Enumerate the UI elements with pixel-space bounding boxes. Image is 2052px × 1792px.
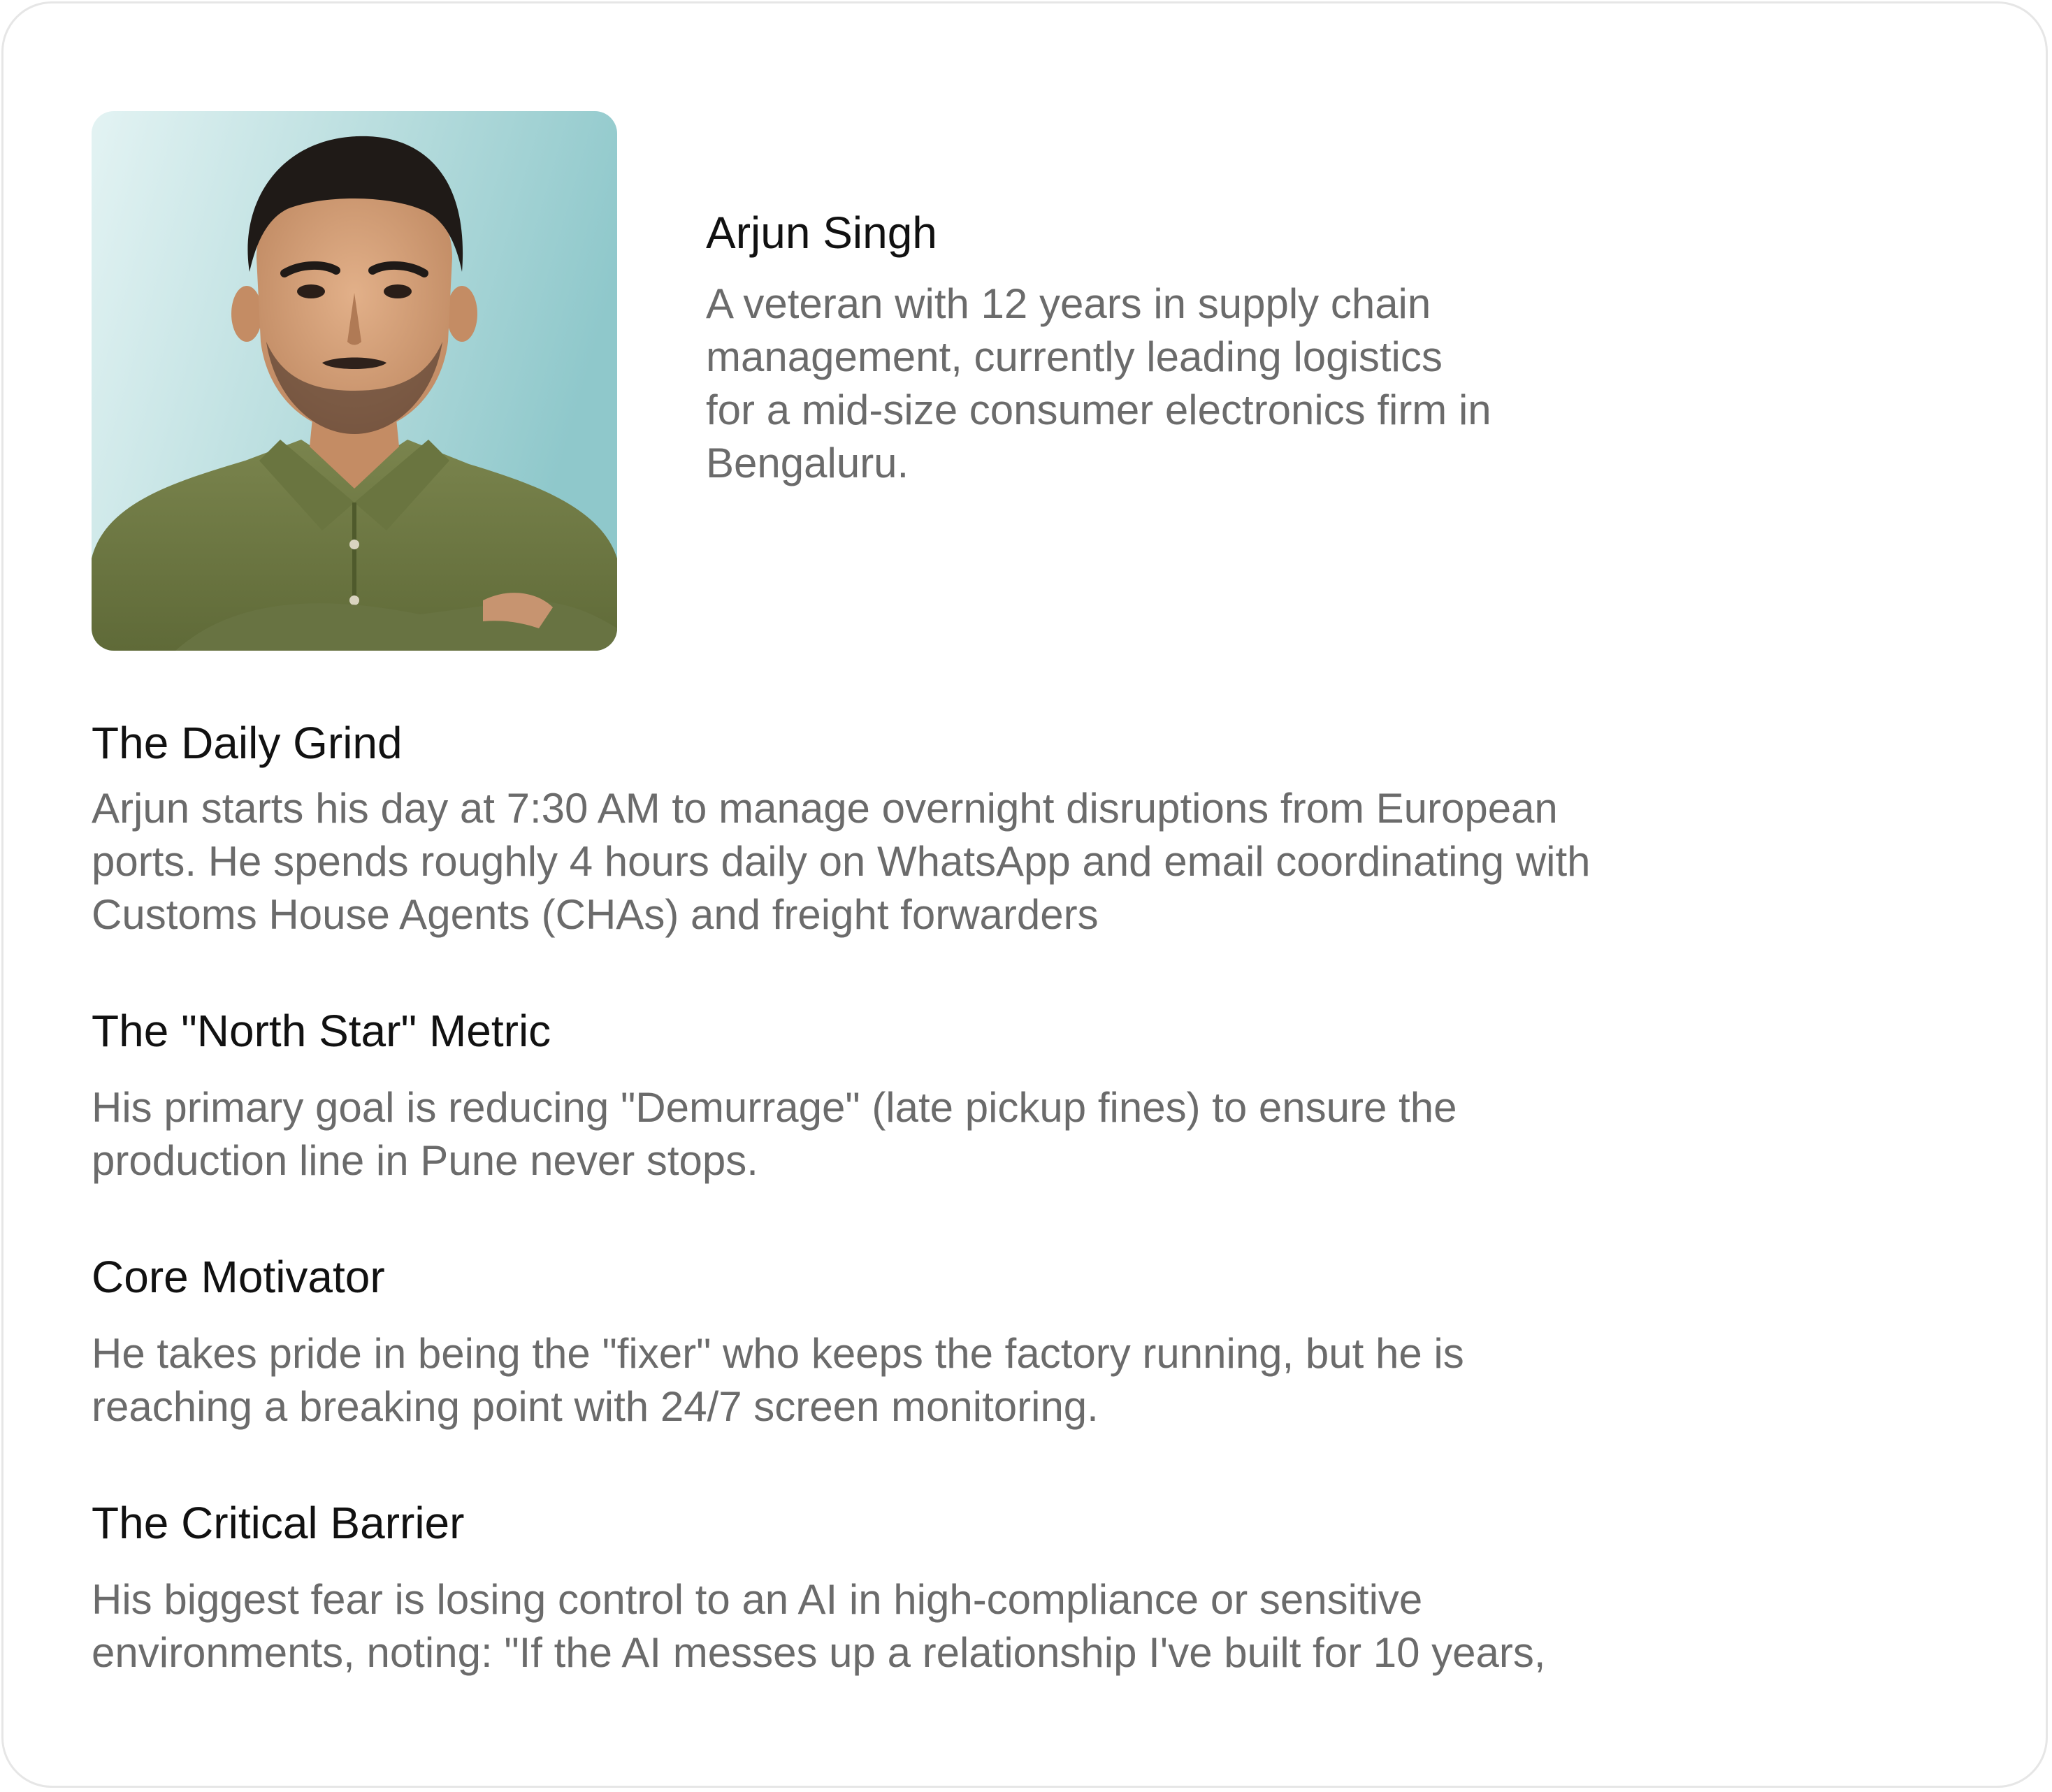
section-body-core-motivator <box>92 1327 1979 1433</box>
section-line: His biggest fear is losing control to an AI in high-compliance or sensitive <box>92 1576 1423 1623</box>
section-line: production line in Pune never stops. <box>92 1137 758 1184</box>
persona-card <box>1 1 2048 1788</box>
section-body-critical-barrier <box>92 1573 1979 1679</box>
bio-line: for a mid-size consumer electronics firm in <box>706 386 1491 433</box>
bio-line: management, currently leading logistics <box>706 333 1443 380</box>
persona-name: Arjun Singh <box>706 208 937 258</box>
section-line: Customs House Agents (CHAs) and freight forwarders <box>92 891 1099 938</box>
section-line: Arjun starts his day at 7:30 AM to manage overnight disruptions from European <box>92 785 1558 832</box>
bio-line: Bengaluru. <box>706 440 909 486</box>
bio-line: A veteran with 12 years in supply chain <box>706 280 1431 327</box>
section-body-north-star <box>92 1081 1979 1187</box>
profile-photo <box>92 111 617 651</box>
section-line: environments, noting: "If the AI messes up a relationship I've built for 10 years, <box>92 1629 1546 1676</box>
person-portrait-icon <box>92 111 617 651</box>
section-line: reaching a breaking point with 24/7 screen monitoring. <box>92 1383 1099 1430</box>
section-line: He takes pride in being the "fixer" who keeps the factory running, but he is <box>92 1330 1464 1377</box>
section-line: ports. He spends roughly 4 hours daily on WhatsApp and email coordinating with <box>92 838 1591 885</box>
persona-bio <box>706 277 1684 490</box>
section-body-daily-grind <box>92 782 1979 941</box>
section-title-critical-barrier: The Critical Barrier <box>92 1498 465 1548</box>
section-title-core-motivator: Core Motivator <box>92 1252 385 1302</box>
section-title-daily-grind: The Daily Grind <box>92 718 403 768</box>
section-line: His primary goal is reducing "Demurrage" (late pickup fines) to ensure the <box>92 1084 1457 1131</box>
section-title-north-star: The "North Star" Metric <box>92 1006 551 1056</box>
